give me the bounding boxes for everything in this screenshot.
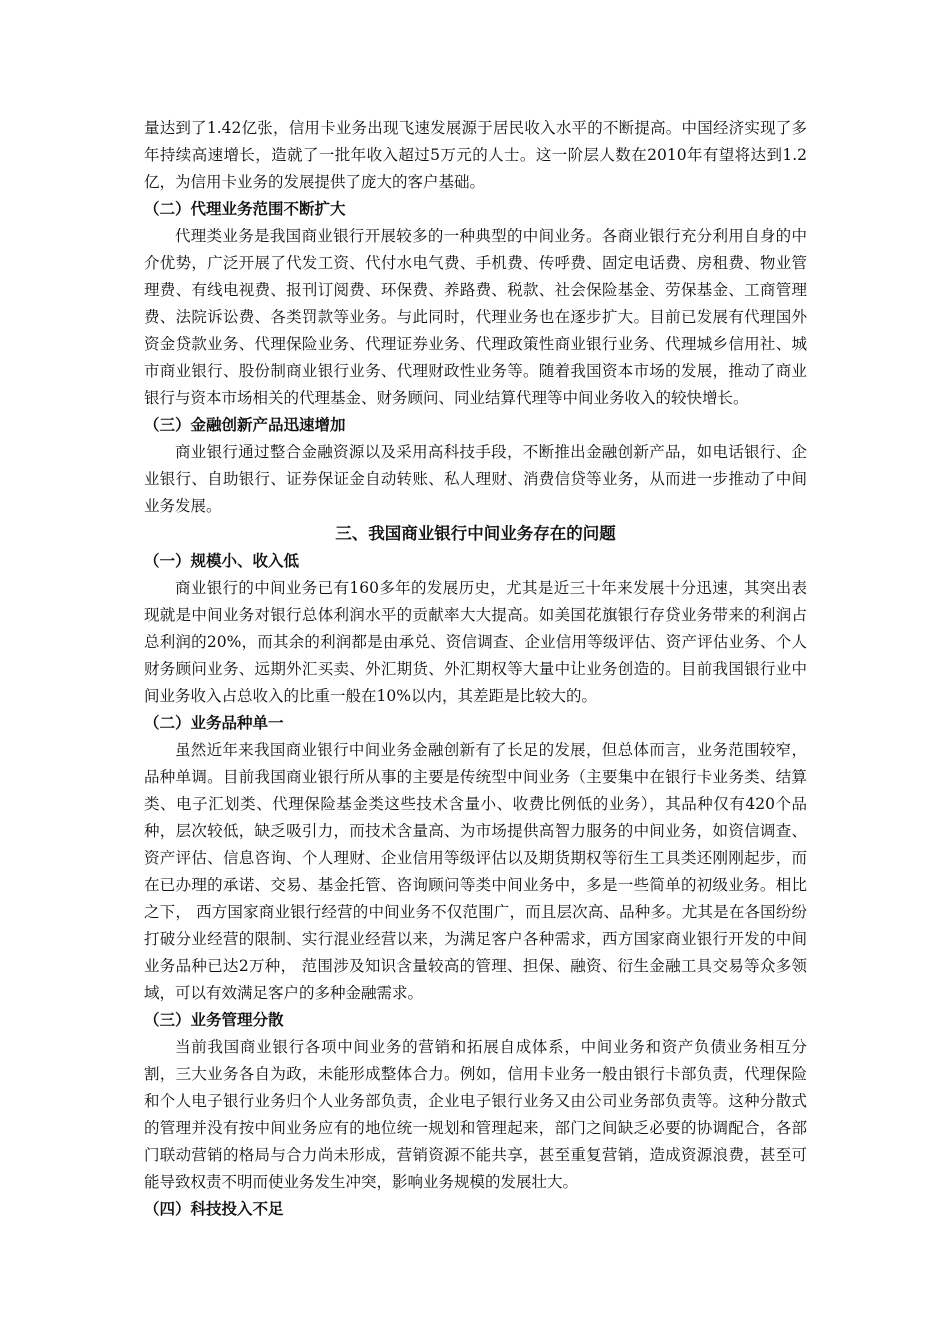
intro-paragraph: 量达到了1.42亿张，信用卡业务出现飞速发展源于居民收入水平的不断提高。中国经济实现了多年持续高速增长，造就了一批年收入超过5万元的人士。这一阶层人数在2010年有望将达到1.2亿，为信用卡业务的发展提供了庞大的客户基础。 (144, 119, 807, 191)
subsection-heading-variety: （二）业务品种单一 (144, 714, 284, 732)
subsection-heading-management: （三）业务管理分散 (144, 1011, 284, 1029)
paragraph-variety: 虽然近年来我国商业银行中间业务金融创新有了长足的发展，但总体而言，业务范围较窄，品种单调。目前我国商业银行所从事的主要是传统型中间业务（主要集中在银行卡业务类、结算类、电子汇划类、代理保险基金类这些技术含量小、收费比例低的业务），其品种仅有420个品种，层次较低，缺乏吸引力，而技术含量高、为市场提供高智力服务的中间业务，如资信调查、资产评估、信息咨询、个人理财、企业信用等级评估以及期货期权等衍生工具类还刚刚起步，而在已办理的承诺、交易、基金托管、咨询顾问等类中间业务中，多是一些简单的初级业务。相比之下， 西方国家商业银行经营的中间业务不仅范围广，而且层次高、品种多。尤其是在各国纷纷打破分业经营的限制、实行混业经营以来，为满足客户各种需求，西方国家商业银行开发的中间业务品种已达2万种， 范围涉及知识含量较高的管理、担保、融资、衍生金融工具交易等众多领域，可以有效满足客户的多种金融需求。 (144, 741, 807, 1002)
section-title-problems: 三、我国商业银行中间业务存在的问题 (335, 524, 616, 543)
subsection-heading-technology: （四）科技投入不足 (144, 1200, 284, 1218)
subsection-heading-agency: （二）代理业务范围不断扩大 (144, 200, 346, 218)
paragraph-management: 当前我国商业银行各项中间业务的营销和拓展自成体系，中间业务和资产负债业务相互分割，三大业务各自为政，未能形成整体合力。例如，信用卡业务一般由银行卡部负责，代理保险和个人电子银行业务归个人业务部负责，企业电子银行业务又由公司业务部负责等。这种分散式的管理并没有按中间业务应有的地位统一规划和管理起来，部门之间缺乏必要的协调配合，各部门联动营销的格局与合力尚未形成，营销资源不能共享，甚至重复营销，造成资源浪费，甚至可能导致权责不明而使业务发生冲突，影响业务规模的发展壮大。 (144, 1038, 807, 1191)
subsection-heading-innovation: （三）金融创新产品迅速增加 (144, 416, 346, 434)
paragraph-agency: 代理类业务是我国商业银行开展较多的一种典型的中间业务。各商业银行充分利用自身的中介优势，广泛开展了代发工资、代付水电气费、手机费、传呼费、固定电话费、房租费、物业管理费、有线电视费、报刊订阅费、环保费、养路费、税款、社会保险基金、劳保基金、工商管理费、法院诉讼费、各类罚款等业务。与此同时，代理业务也在逐步扩大。目前已发展有代理国外资金贷款业务、代理保险业务、代理证券业务、代理政策性商业银行业务、代理城乡信用社、城市商业银行、股份制商业银行业务、代理财政性业务等。随着我国资本市场的发展，推动了商业银行与资本市场相关的代理基金、财务顾问、同业结算代理等中间业务收入的较快增长。 (144, 227, 807, 407)
subsection-heading-scale: （一）规模小、收入低 (144, 552, 300, 570)
paragraph-scale: 商业银行的中间业务已有160多年的发展历史，尤其是近三十年来发展十分迅速，其突出表现就是中间业务对银行总体利润水平的贡献率大大提高。如美国花旗银行存贷业务带来的利润占总利润的20%，而其余的利润都是由承兑、资信调查、企业信用等级评估、资产评估业务、个人财务顾问业务、远期外汇买卖、外汇期货、外汇期权等大量中让业务创造的。目前我国银行业中间业务收入占总收入的比重一般在10%以内，其差距是比较大的。 (144, 579, 807, 705)
document-page (144, 115, 807, 1223)
paragraph-innovation: 商业银行通过整合金融资源以及采用高科技手段，不断推出金融创新产品，如电话银行、企业银行、自助银行、证券保证金自动转账、私人理财、消费信贷等业务，从而进一步推动了中间业务发展。 (144, 443, 807, 515)
